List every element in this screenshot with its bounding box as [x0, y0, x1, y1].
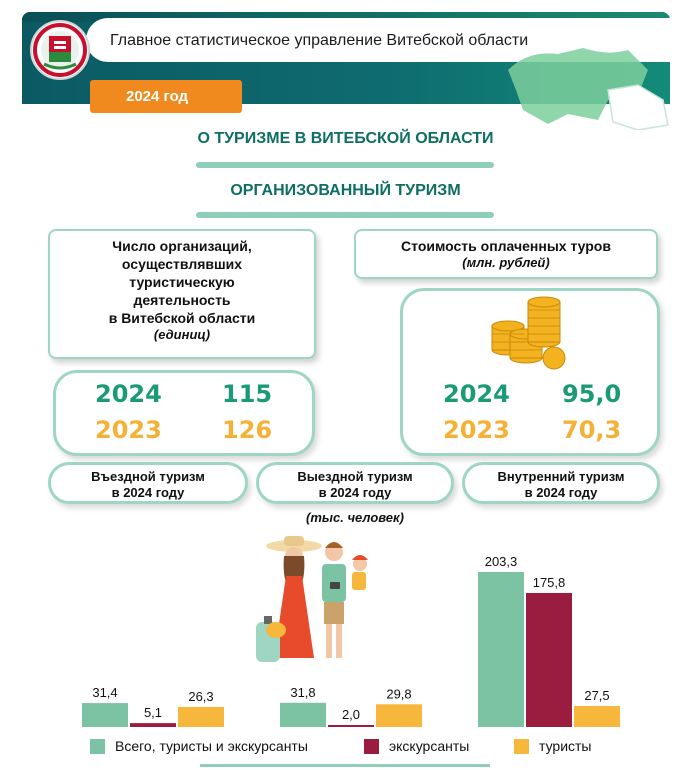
bar-excursionists-2 [526, 593, 572, 727]
inbound-line-2: в 2024 году [111, 485, 185, 500]
org-label-line-1: Число организаций, [112, 238, 252, 254]
tours-year-current: 2024 [443, 380, 510, 408]
org-label-line-3: туристическую [129, 274, 235, 290]
bar-excursionists-0 [130, 723, 176, 727]
org-label-line-5: в Витебской области [108, 310, 256, 326]
tours-year-previous: 2023 [443, 416, 510, 444]
inbound-line-1: Въездной туризм [91, 469, 205, 484]
org-title: Главное статистическое управление Витебской области [110, 32, 529, 49]
bar-label-excursionists-1: 2,0 [341, 707, 361, 722]
domestic-line-2: в 2024 году [524, 485, 598, 500]
org-value-previous: 126 [222, 416, 273, 444]
org-label-line-4: деятельность [133, 292, 231, 308]
main-title: О ТУРИЗМЕ В ВИТЕБСКОЙ ОБЛАСТИ [197, 130, 494, 147]
tours-value-previous: 70,3 [562, 416, 622, 444]
bar-label-total-1: 31,8 [290, 684, 316, 700]
org-label-line-2: осуществлявших [121, 256, 243, 272]
legend-excursionists-label: экскурсанты [389, 738, 470, 754]
outbound-line-2: в 2024 году [318, 485, 392, 500]
legend-tourists [514, 738, 592, 754]
legend-excursionists [364, 738, 469, 754]
legend-total-swatch [90, 739, 105, 754]
thousand-persons-unit: (тыс. человек) [306, 510, 404, 525]
tours-label: Стоимость оплаченных туров [401, 238, 611, 254]
bar-tourists-0 [178, 707, 224, 727]
bar-label-tourists-2: 27,5 [584, 688, 610, 704]
legend-tourists-swatch [514, 739, 529, 754]
domestic-line-1: Внутренний туризм [497, 469, 625, 484]
bar-label-tourists-1: 29,8 [386, 686, 412, 702]
bar-excursionists-1 [328, 725, 374, 727]
bar-tourists-2 [574, 706, 620, 727]
bar-tourists-1 [376, 704, 422, 727]
bar-total-1 [280, 703, 326, 727]
org-year-current: 2024 [95, 380, 162, 408]
tours-value-current: 95,0 [562, 380, 622, 408]
bar-total-2 [478, 572, 524, 727]
legend-total-label: Всего, туристы и экскурсанты [115, 738, 308, 754]
legend-tourists-label: туристы [539, 738, 592, 754]
bar-label-excursionists-2: 175,8 [532, 574, 566, 590]
tours-unit: (млн. рублей) [462, 255, 550, 270]
year-badge: 2024 год [90, 80, 242, 113]
bar-label-excursionists-0: 5,1 [143, 705, 163, 721]
sub-title: ОРГАНИЗОВАННЫЙ ТУРИЗМ [230, 182, 461, 199]
legend-total [90, 738, 308, 754]
bar-label-total-2: 203,3 [484, 554, 518, 569]
bottom-divider [200, 764, 490, 767]
bar-label-tourists-0: 26,3 [188, 688, 214, 704]
org-value-current: 115 [222, 380, 273, 408]
bar-total-0 [82, 703, 128, 727]
legend-excursionists-swatch [364, 739, 379, 754]
bar-label-total-0: 31,4 [92, 685, 118, 701]
org-year-previous: 2023 [95, 416, 162, 444]
org-unit: (единиц) [153, 327, 211, 342]
outbound-line-1: Выездной туризм [297, 469, 413, 484]
